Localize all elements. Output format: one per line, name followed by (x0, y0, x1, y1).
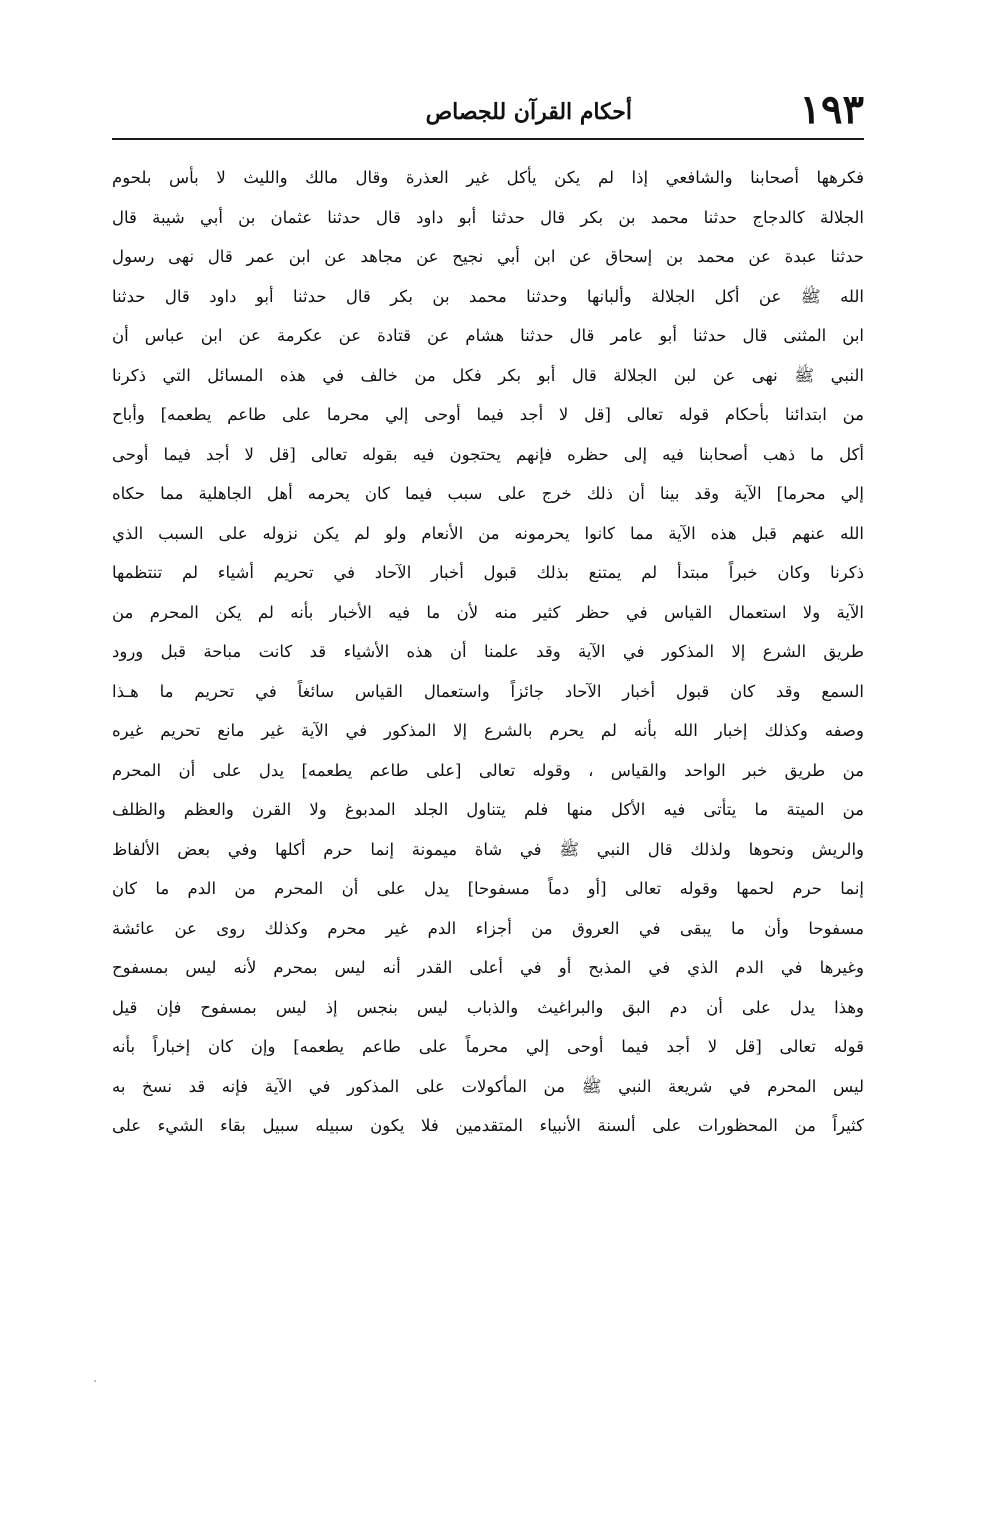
text-line: طريق الشرع إلا المذكور في الآية وقد علمنا أن هذه الأشياء قد كانت مباحة قبل ورود (112, 642, 864, 661)
text-line: مسفوحا وأن ما يبقى في العروق من أجزاء الدم غير محرم وكذلك روى عن عائشة (112, 918, 864, 938)
page-number: ١٩٣ (799, 86, 864, 133)
text-line: وهذا يدل على أن دم البق والبراغيث والذباب ليس بنجس إذ ليس بمسفوح فإن قيل (112, 997, 864, 1017)
page-header (112, 86, 864, 136)
text-line: الجلالة كالدجاج حدثنا محمد بن بكر قال حدثنا أبو داود قال حدثنا عثمان بن أبي شيبة قال (112, 207, 864, 227)
text-line: إلي محرما] الآية وقد بينا أن ذلك خرج على سبب فيما كان يحرمه أهل الجاهلية مما حكاه (112, 484, 864, 503)
text-line: حدثنا عبدة عن محمد بن إسحاق عن ابن أبي نجيح عن مجاهد عن ابن عمر قال نهى رسول (112, 247, 864, 266)
text-line: الآية ولا استعمال القياس في حظر كثير منه لأن ما فيه الأخبار بأنه لم يكن المحرم من (112, 602, 864, 622)
text-line: أكل ما ذهب أصحابنا فيه إلى حظره فإنهم يحتجون فيه بقوله تعالى [قل لا أجد فيما أوحى (112, 444, 864, 464)
text-line: وصفه وكذلك إخبار الله بأنه لم يحرم بالشرع إلا المذكور في الآية غير مانع تحريم غيره (112, 721, 864, 740)
text-line: ذكرنا وكان خبراً مبتدأ لم يمتنع بذلك قبول أخبار الآحاد في تحريم أشياء لم تنتظمها (112, 563, 864, 582)
text-line: من طريق خبر الواحد والقياس ، وقوله تعالى [على طاعم يطعمه] يدل على أن المحرم (112, 760, 864, 780)
text-line: إنما حرم لحمها وقوله تعالى [أو دماً مسفوحا] يدل على أن المحرم من الدم ما كان (112, 879, 864, 898)
text-line: قوله تعالى [قل لا أجد فيما أوحى إلي محرماً على طاعم يطعمه] وإن كان إخباراً بأنه (112, 1037, 864, 1056)
text-line: كثيراً من المحظورات على ألسنة الأنبياء المتقدمين فلا يكون سبيله سبيل بقاء الشيء على (112, 1116, 864, 1135)
text-line: وغيرها في الدم الذي في المذبح أو في أعلى القدر أنه ليس بمحرم لأنه ليس بمسفوح (112, 958, 864, 977)
text-line: ابن المثنى قال حدثنا أبو عامر قال حدثنا هشام عن قتادة عن عكرمة عن ابن عباس أن (112, 326, 864, 345)
text-line: فكرهها أصحابنا والشافعي إذا لم يكن يأكل غير العذرة وقال مالك والليث لا بأس بلحوم (112, 168, 864, 187)
scan-speck (94, 1380, 96, 1382)
text-line: الله عنهم قبل هذه الآية مما كانوا يحرمونه من الأنعام ولو لم يكن نزوله على السبب الذي (112, 523, 864, 543)
text-line: النبي ﷺ نهى عن لبن الجلالة قال أبو بكر فكل من خالف في هذه المسائل التي ذكرنا (112, 365, 864, 385)
text-line: من ابتدائنا بأحكام قوله تعالى [قل لا أجد فيما أوحى إلي محرما على طاعم يطعمه] وأباح (112, 405, 864, 424)
running-title: أحكام القرآن للجصاص (425, 99, 632, 125)
text-line: من الميتة ما يتأتى فيه الأكل منها فلم يتناول الجلد المدبوغ ولا القرن والعظم والظلف (112, 800, 864, 819)
text-line: السمع وقد كان قبول أخبار الآحاد جائزاً واستعمال القياس سائغاً في تحريم ما هـذا (112, 681, 864, 701)
header-rule (112, 138, 864, 140)
text-line: الله ﷺ عن أكل الجلالة وألبانها وحدثنا محمد بن بكر قال حدثنا أبو داود قال حدثنا (112, 286, 864, 306)
body-text (112, 158, 864, 1146)
text-line: والريش ونحوها ولذلك قال النبي ﷺ في شاة ميمونة إنما حرم أكلها وفي بعض الألفاظ (112, 839, 864, 859)
text-line: ليس المحرم في شريعة النبي ﷺ من المأكولات على المذكور في الآية فإنه قد نسخ به (112, 1076, 864, 1096)
